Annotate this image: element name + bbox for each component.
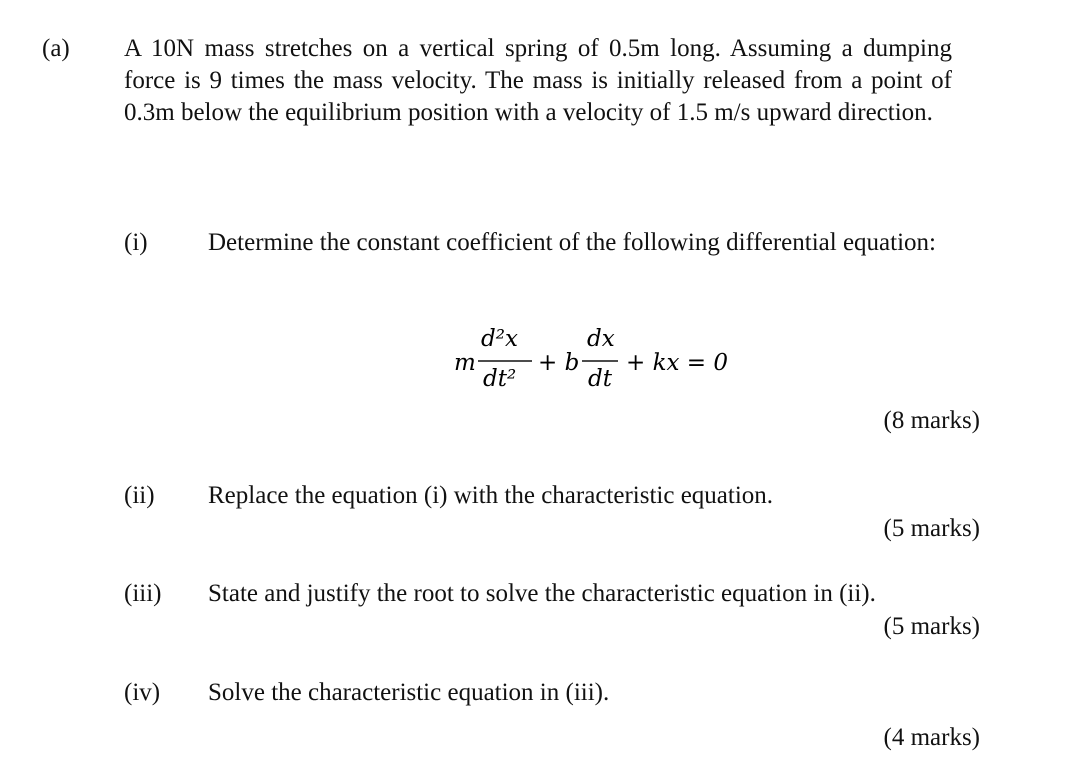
question-text: A 10N mass stretches on a vertical spring of 0.5m long. Assuming a dumping force is 9 times the mass velocity. The mass is initially released from a point of 0.3m below the equilibrium position with a velocity of 1.5 m/s upward direction. [124,35,952,126]
part-iii-label: (iii) [124,580,162,607]
part-i-marks: (8 marks) [883,407,980,434]
part-ii-label: (ii) [124,482,155,509]
part-i-text: Determine the constant coefficient of the following differential equation: [208,229,936,256]
part-iv-marks: (4 marks) [883,724,980,751]
equation-svg [440,320,770,400]
eq-dt: dt [588,366,612,392]
eq-rest: + kx = 0 [626,350,729,376]
eq-m: m [454,350,476,376]
part-i-label: (i) [124,229,148,256]
part-ii-text: Replace the equation (i) with the characteristic equation. [208,482,774,509]
eq-dx: dx [587,326,615,352]
part-ii-marks: (5 marks) [883,515,980,542]
part-iv-text: Solve the characteristic equation in (iii). [208,679,610,706]
eq-d2x: d²x [481,326,518,352]
part-iii-text: State and justify the root to solve the characteristic equation in (ii). [208,580,876,607]
differential-equation [440,320,770,400]
eq-plus-b: + b [538,350,580,376]
eq-dt2: dt² [483,366,517,392]
part-iii-marks: (5 marks) [883,613,980,640]
question-label: (a) [42,35,70,62]
part-iv-label: (iv) [124,679,161,706]
